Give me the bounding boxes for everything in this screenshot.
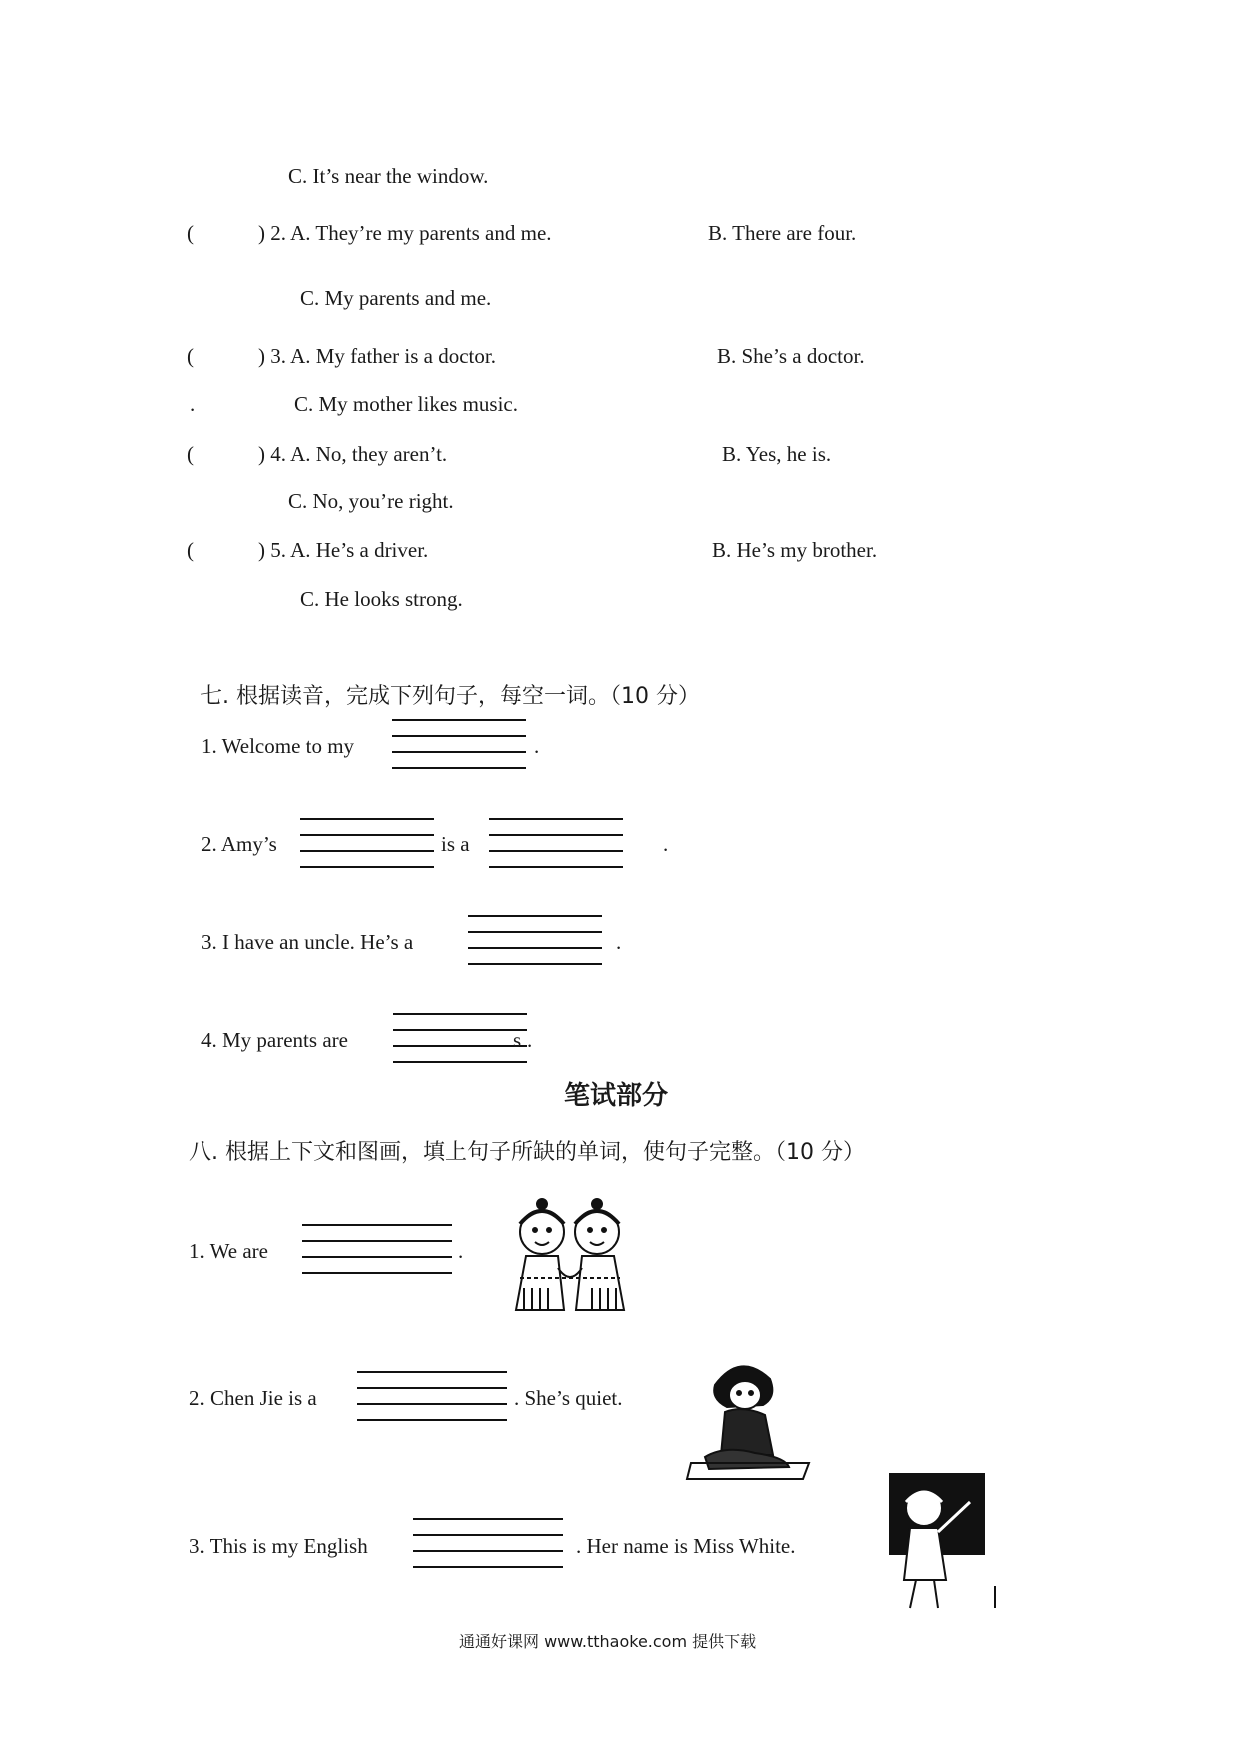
s7-q2-text: 2. Amy’s: [201, 832, 277, 856]
s7-q3-writing-lines[interactable]: [468, 915, 602, 965]
q4-option-c: C. No, you’re right.: [288, 489, 454, 513]
q1-option-c: C. It’s near the window.: [288, 164, 489, 188]
q2-paren: (: [187, 221, 194, 245]
margin-mark: [994, 1586, 996, 1608]
s7-q4-period: .: [527, 1028, 533, 1052]
s7-q3-period: .: [616, 930, 622, 954]
s8-q2-after-text: . She’s quiet.: [514, 1386, 623, 1410]
s7-q2-mid-text: is a: [441, 832, 470, 856]
two-girls-illustration: [502, 1198, 642, 1318]
q5-paren: (: [187, 538, 194, 562]
s7-q2-writing-lines-2[interactable]: [489, 818, 623, 868]
q3-option-c: C. My mother likes music.: [294, 392, 518, 416]
section7-title: 七. 根据读音，完成下列句子，每空一词。（10 分）: [200, 684, 700, 709]
s7-q1-period: .: [534, 734, 540, 758]
q4-option-b: B. Yes, he is.: [722, 442, 832, 466]
s8-q1-text: 1. We are: [189, 1239, 268, 1263]
q3-option-b: B. She’s a doctor.: [717, 344, 865, 368]
seated-girl-illustration: [685, 1357, 815, 1482]
s7-q1-text: 1. Welcome to my: [201, 734, 355, 758]
s7-q3-text: 3. I have an uncle. He’s a: [201, 930, 414, 954]
s7-q1-writing-lines[interactable]: [392, 719, 526, 769]
footer-source: 通通好课网 www.tthaoke.com 提供下载: [459, 1632, 757, 1651]
s7-q2-writing-lines-1[interactable]: [300, 818, 434, 868]
s8-q3-writing-lines[interactable]: [413, 1518, 563, 1568]
q3-stray-dot: .: [190, 392, 196, 416]
q2-option-a: ) 2. A. They’re my parents and me.: [258, 221, 552, 245]
q3-paren: (: [187, 344, 194, 368]
s8-q1-period: .: [458, 1239, 464, 1263]
s8-q2-text: 2. Chen Jie is a: [189, 1386, 317, 1410]
s8-q3-after-text: . Her name is Miss White.: [576, 1534, 796, 1558]
s8-q3-text: 3. This is my English: [189, 1534, 368, 1558]
q5-option-a: ) 5. A. He’s a driver.: [258, 538, 429, 562]
s7-q4-text: 4. My parents are: [201, 1028, 348, 1052]
q2-option-b: B. There are four.: [708, 221, 857, 245]
section8-title: 八. 根据上下文和图画，填上句子所缺的单词，使句子完整。（10 分）: [189, 1140, 865, 1165]
q5-option-b: B. He’s my brother.: [712, 538, 878, 562]
s8-q2-writing-lines[interactable]: [357, 1371, 507, 1421]
teacher-at-blackboard-illustration: [888, 1472, 988, 1612]
s7-q2-period: .: [663, 832, 669, 856]
q4-option-a: ) 4. A. No, they aren’t.: [258, 442, 448, 466]
written-part-heading: 笔试部分: [564, 1081, 669, 1111]
s7-q4-suffix: s: [513, 1028, 522, 1052]
s8-q1-writing-lines[interactable]: [302, 1224, 452, 1274]
q3-option-a: ) 3. A. My father is a doctor.: [258, 344, 496, 368]
q2-option-c: C. My parents and me.: [300, 286, 492, 310]
q5-option-c: C. He looks strong.: [300, 587, 463, 611]
s7-q4-writing-lines[interactable]: [393, 1013, 527, 1063]
q4-paren: (: [187, 442, 194, 466]
